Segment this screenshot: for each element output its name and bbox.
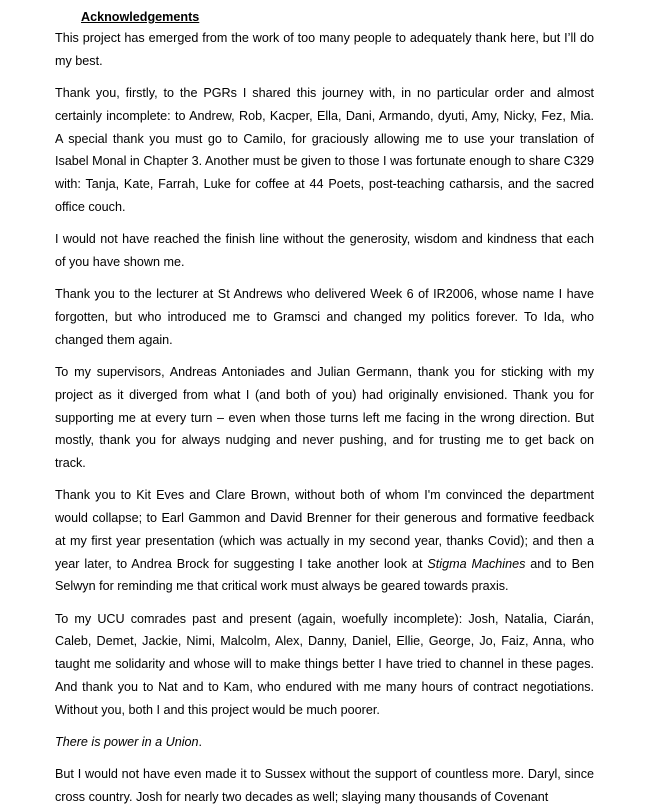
document-body <box>55 7 594 810</box>
paragraph-union-quote <box>55 731 594 754</box>
paragraph-finish-line: I would not have reached the finish line without the generosity, wisdom and kindness that each of you have shown me. <box>55 232 594 269</box>
paragraph-intro: This project has emerged from the work of too many people to adequately thank here, but I’ll do my best. <box>55 31 594 68</box>
paragraph-department <box>55 484 594 598</box>
paragraph-supervisors: To my supervisors, Andreas Antoniades and Julian Germann, thank you for sticking with my project as it diverged from what I (and both of you) had originally envisioned. Thank you for supporting me at every turn – even when those turns left me facing in the wrong direction. But mostly, thank you for always nudging and never pushing, and for trusting me to get back on track. <box>55 364 594 471</box>
paragraph-st-andrews: Thank you to the lecturer at St Andrews who delivered Week 6 of IR2006, whose name I have forgotten, but who introduced me to Gramsci and changed my politics forever. To Ida, who changed them again. <box>55 287 594 347</box>
paragraph-department-text-before: Thank you to Kit Eves and Clare Brown, without both of whom I'm convinced the department would collapse; to Earl Gammon and David Brenner for their generous and formative feedback at my first year presentation (which was actually in my second year, thanks Covid); and then a year later, to Andrea Brock for suggesting I take another look at <box>55 488 594 571</box>
section-heading: Acknowledgements <box>81 10 200 24</box>
union-quote-period: . <box>198 735 202 750</box>
book-title-stigma-machines: Stigma Machines <box>427 556 526 571</box>
paragraph-ucu: To my UCU comrades past and present (again, woefully incomplete): Josh, Natalia, Ciarán, Caleb, Demet, Jackie, Nimi, Malcolm, Alex, Danny, Daniel, Ellie, George, Jo, Faiz, Anna, who taught me solidarity and whose will to make things better I have tried to channel in these pages. And thank you to Nat and to Kam, who endured with me many hours of contract negotiations. Without you, both I and this project would be much poorer. <box>55 611 594 717</box>
paragraph-department-text-after: and to Ben Selwyn for reminding me that critical work must always be geared towards praxis. <box>55 556 595 594</box>
union-quote-italic: There is power in a Union <box>55 735 199 750</box>
paragraph-pgrs: Thank you, firstly, to the PGRs I shared this journey with, in no particular order and almost certainly incomplete: to Andrew, Rob, Kacper, Ella, Dani, Armando, dyuti, Amy, Nicky, Fez, Mia. A special thank you must go to Camilo, for graciously allowing me to use your translation of Isabel Monal in Chapter 3. Another must be given to those I was fortunate enough to share C329 with: Tanja, Kate, Farrah, Luke for coffee at 44 Poets, post-teaching catharsis, and the sacred office couch. <box>55 85 594 214</box>
paragraph-sussex: But I would not have even made it to Sussex without the support of countless more. Daryl, since cross country. Josh for nearly two decades as well; slaying many thousands of Covenant <box>55 767 594 805</box>
